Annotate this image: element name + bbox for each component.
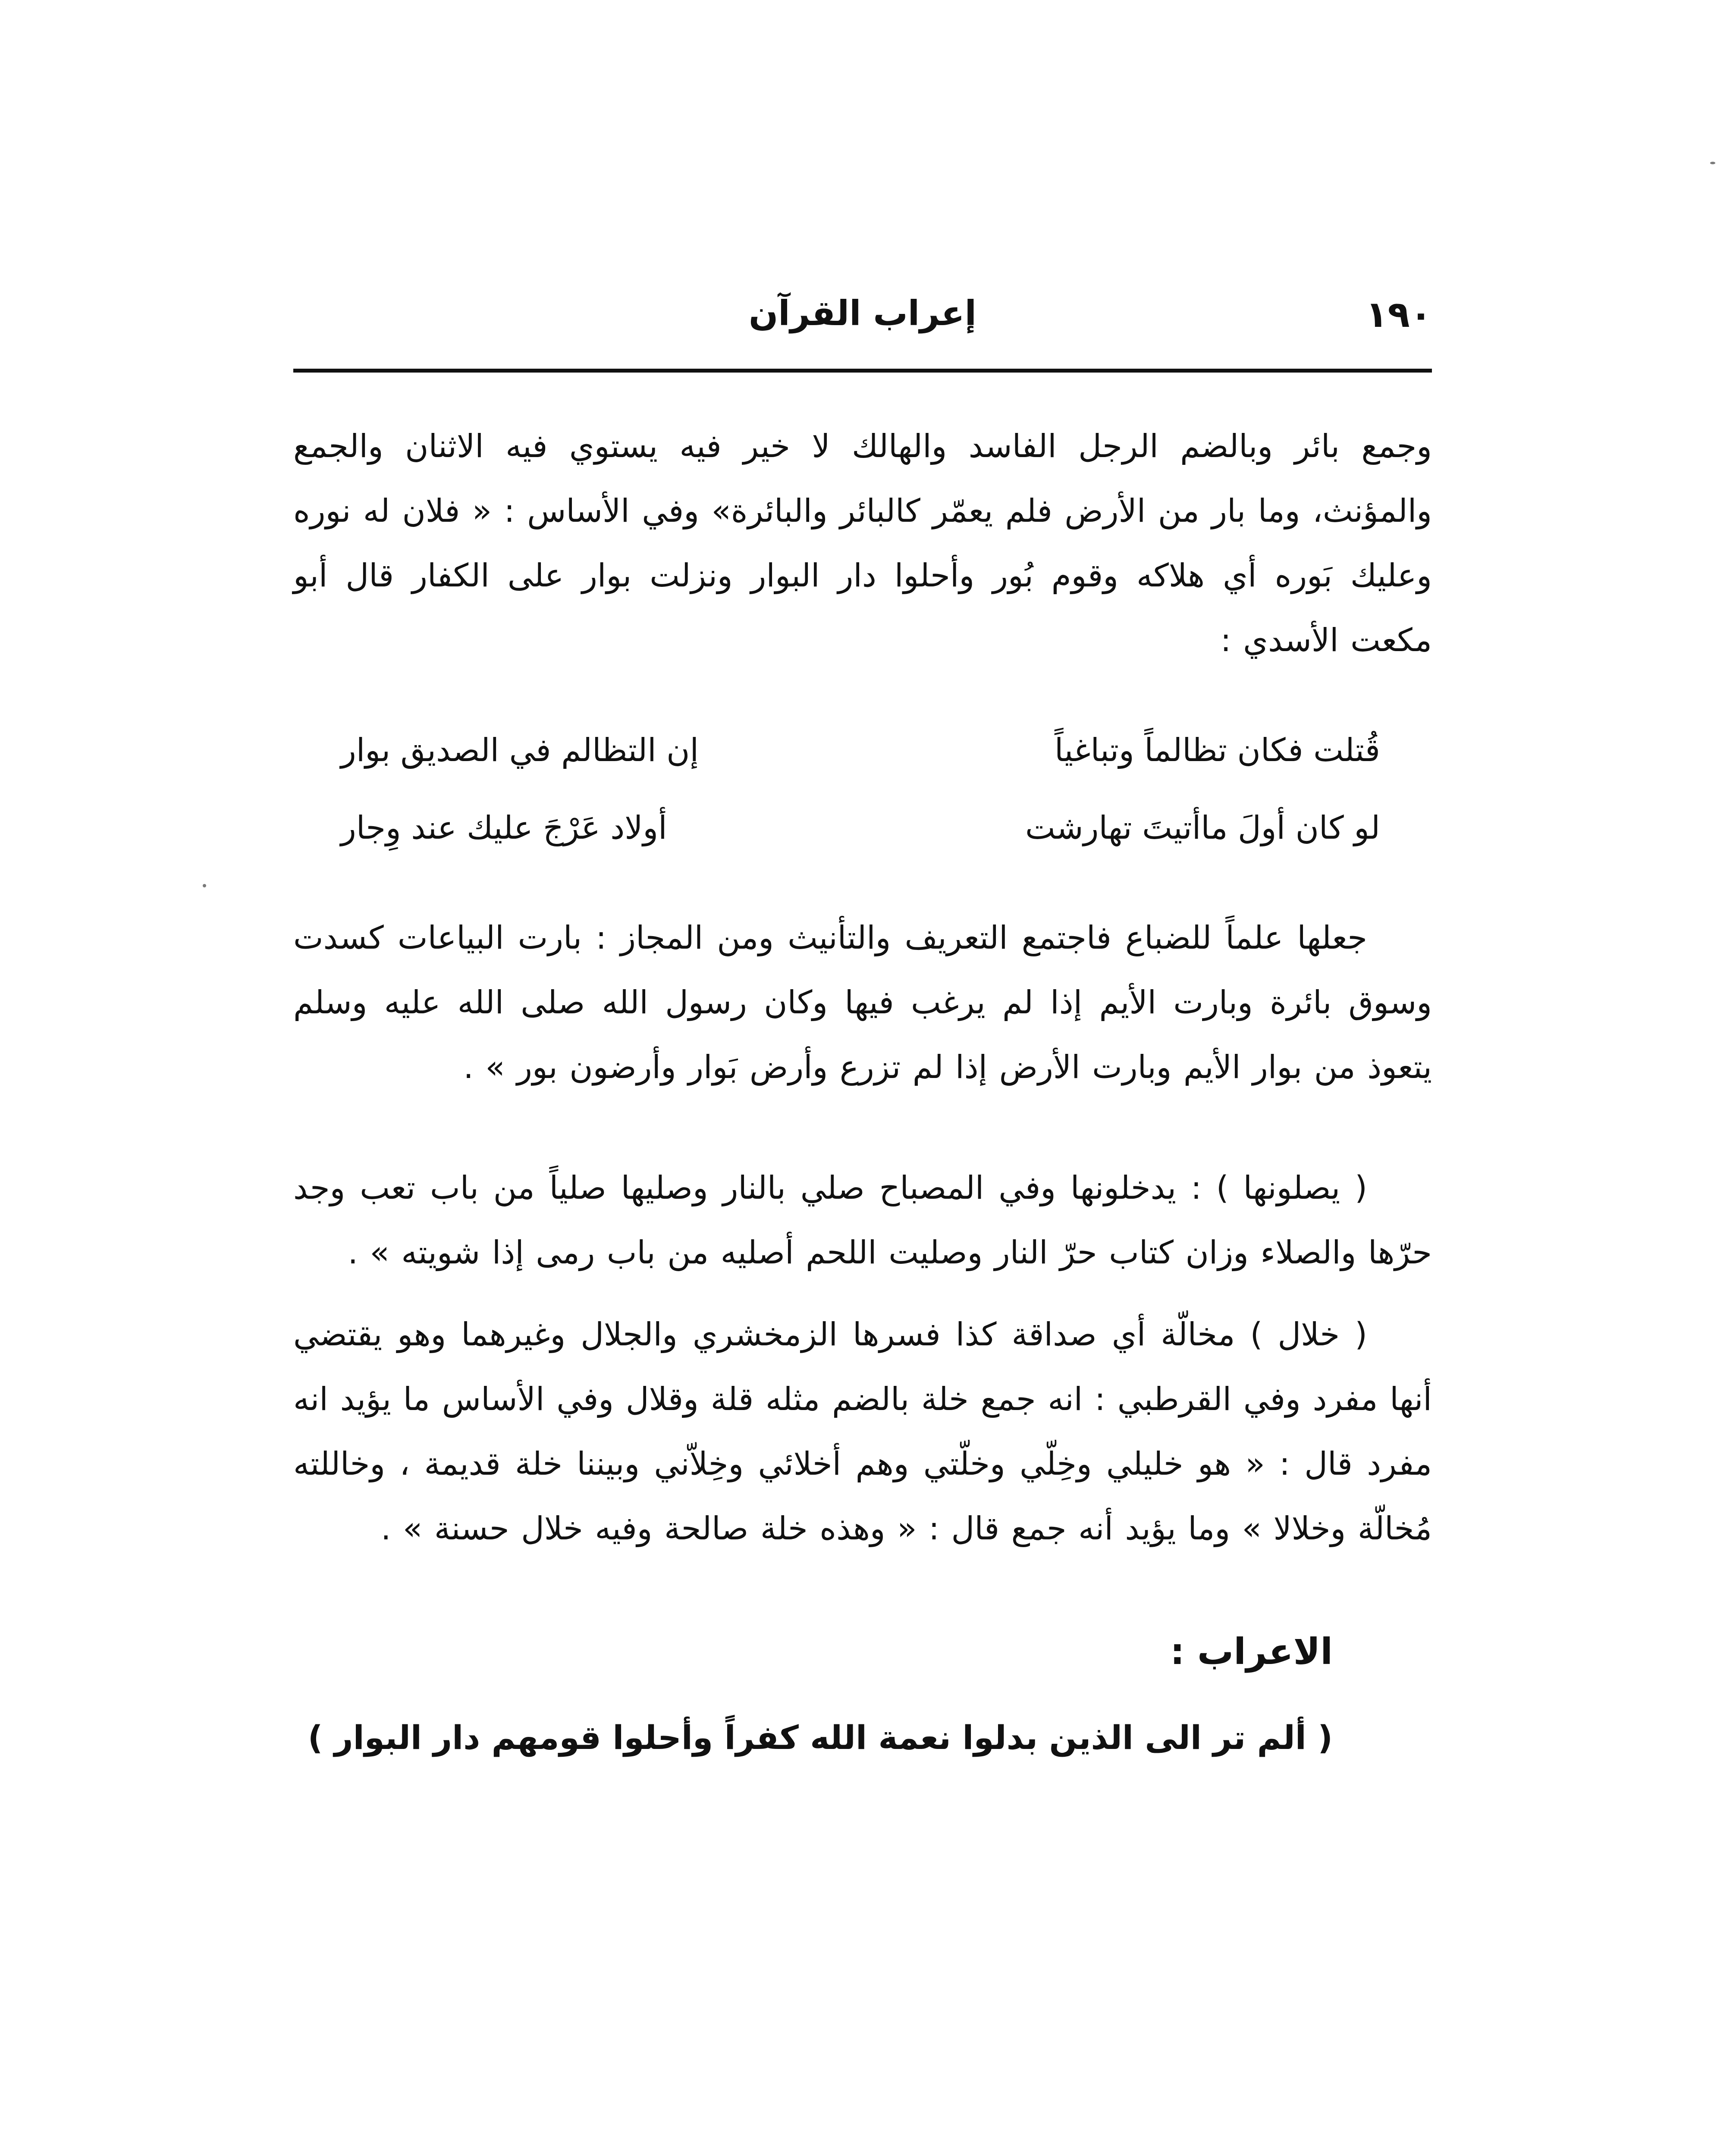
paragraph-khilal: ( خلال ) مخالّة أي صداقة كذا فسرها الزمخشري والجلال وغيرهما وهو يقتضي أنها مفرد وفي القرطبي : انه جمع خلة بالضم مثله قلة وقلال وفي الأساس ما يؤيد انه مفرد قال : « هو خليلي وخِلّي وخلّتي وهم أخلائي وخِلاّني وبيننا خلة قديمة ، وخاللته مُخالّة وخلالا » وما يؤيد أنه جمع قال : « وهذه خلة صالحة وفيه خلال حسنة » . xyxy=(293,1316,1432,1547)
spacer xyxy=(293,1686,1432,1703)
quran-verse: ( ألم تر الى الذين بدلوا نعمة الله كفراً وأحلوا قومهم دار البوار ) xyxy=(308,1718,1333,1757)
page-body xyxy=(293,414,1432,1772)
section-heading-irab: الاعراب : xyxy=(1170,1630,1333,1673)
header-rule xyxy=(293,369,1432,373)
spacer xyxy=(293,1561,1432,1617)
page-number: ١٩٠ xyxy=(1366,293,1432,335)
paragraph-bair: وجمع بائر وبالضم الرجل الفاسد والهالك لا خير فيه يستوي فيه الاثنان والجمع والمؤنث، وما بار من الأرض فلم يعمّر كالبائر والبائرة» وفي الأساس : « فلان له نوره وعليك بَوره أي هلاكه وقوم بُور وأحلوا دار البوار ونزلت بوار على الكفار قال أبو مكعت الأسدي : xyxy=(293,428,1432,659)
spacer xyxy=(293,867,1432,906)
paragraph-dibaa: جعلها علماً للضباع فاجتمع التعريف والتأنيث ومن المجاز : بارت البياعات كسدت وسوق بائرة وبارت الأيم إذا لم يرغب فيها وكان رسول الله صلى الله عليه وسلم يتعوذ من بوار الأيم وبارت الأرض إذا لم تزرع وأرض بَوار وأرضون بور » . xyxy=(293,919,1432,1086)
running-head xyxy=(293,285,1432,349)
scan-speck xyxy=(203,884,206,887)
poem-hemistich-first: لو كان أولَ ماأتيتَ تهارشت xyxy=(1025,809,1380,846)
scan-speck xyxy=(1710,162,1715,164)
poem-hemistich-second: أولاد عَرْجَ عليك عند وِجار xyxy=(341,809,667,846)
spacer xyxy=(293,673,1432,711)
spacer xyxy=(293,1100,1432,1156)
poem-verse xyxy=(293,711,1432,789)
poem-hemistich-first: قُتلت فكان تظالماً وتباغياً xyxy=(1054,732,1380,769)
paragraph-yaslawnaha: ( يصلونها ) : يدخلونها وفي المصباح صلي بالنار وصليها صلياً من باب تعب وجد حرّها والصلاء وزان كتاب حرّ النار وصليت اللحم أصليه من باب رمى إذا شويته » . xyxy=(293,1169,1432,1271)
spacer xyxy=(293,1285,1432,1302)
book-title: إعراب القرآن xyxy=(748,293,976,333)
poem-verse xyxy=(293,789,1432,867)
poem-hemistich-second: إن التظالم في الصديق بوار xyxy=(341,732,699,769)
